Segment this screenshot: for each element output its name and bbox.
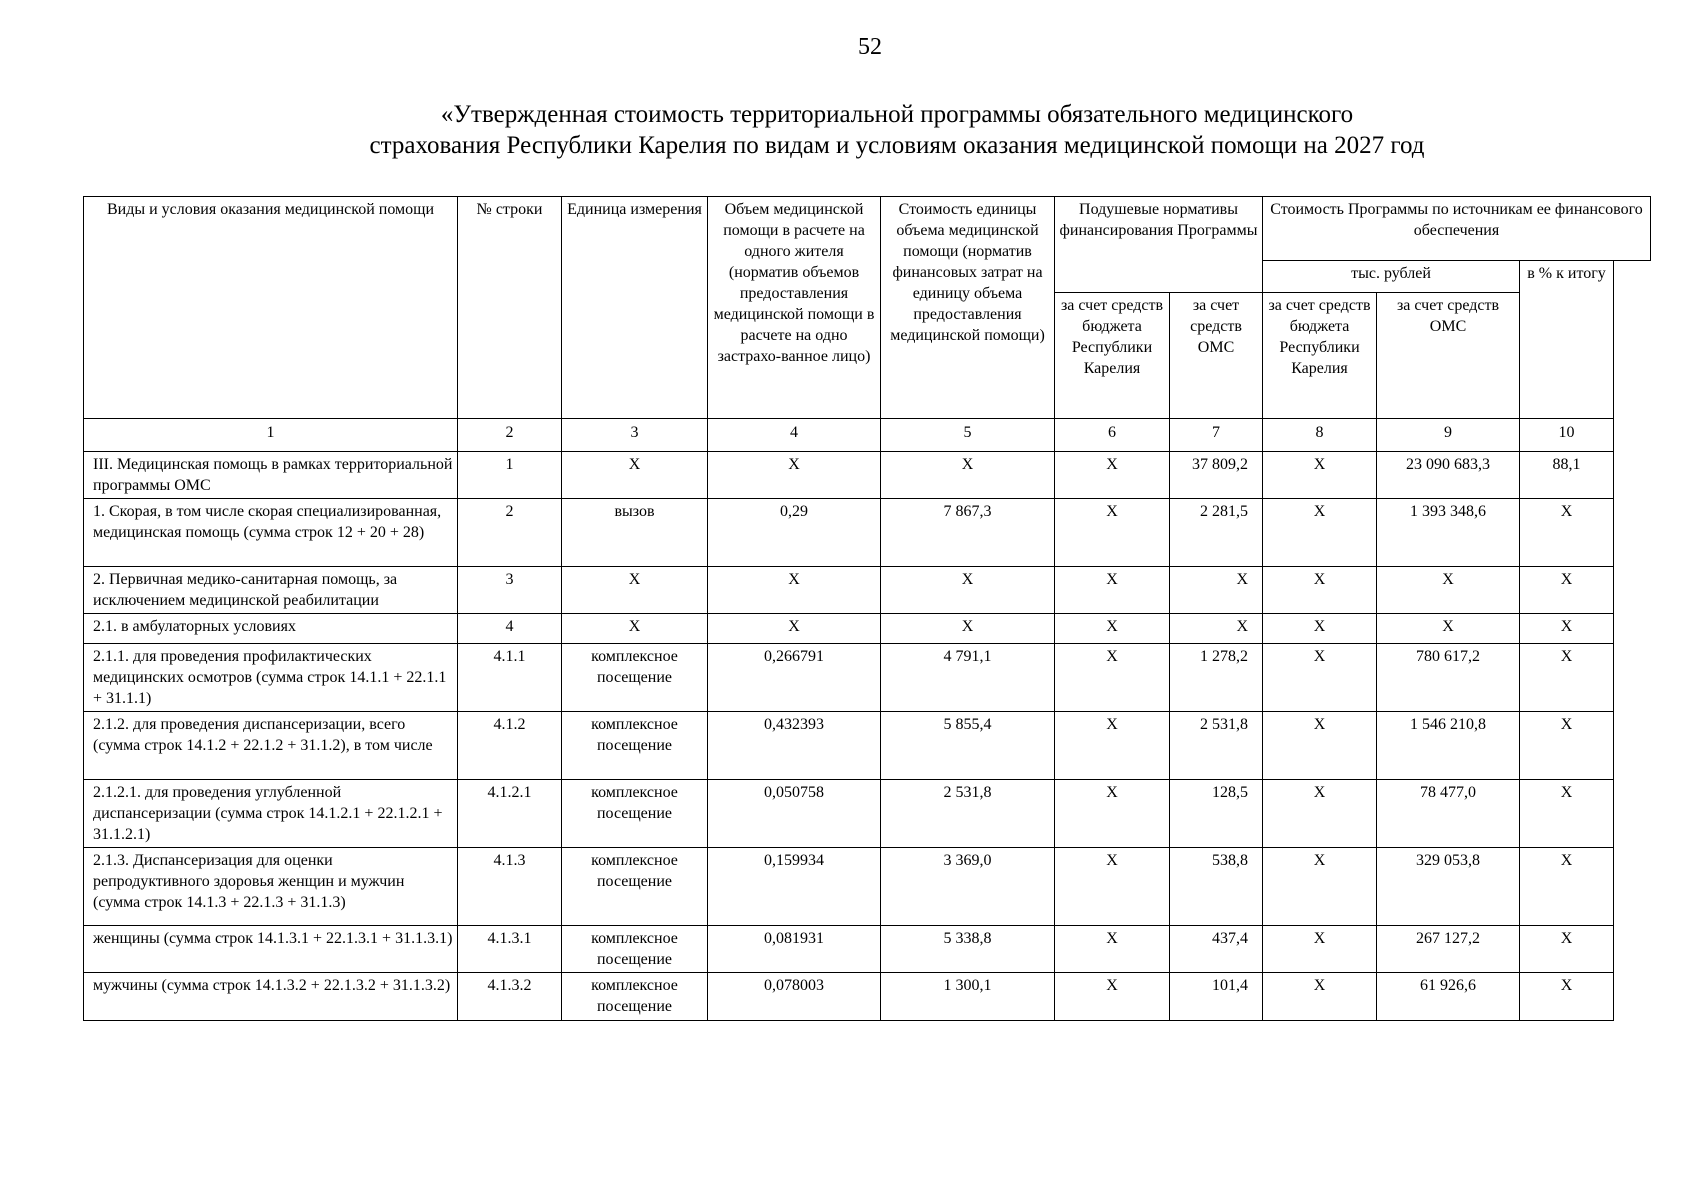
row-unit: комплексное посещение	[562, 780, 708, 848]
row-volume: Х	[708, 452, 881, 499]
row-budget-norm: Х	[1055, 780, 1170, 848]
cost-table	[83, 196, 1651, 1021]
column-numbers-row	[84, 419, 1651, 452]
row-volume: 0,266791	[708, 644, 881, 712]
column-number: 7	[1170, 419, 1263, 452]
header-unit-cost: Стоимость единицы объема медицинской помощи (норматив финансовых затрат на единицу объема предоставления медицинской помощи)	[881, 197, 1055, 419]
row-oms-cost: 329 053,8	[1377, 848, 1520, 926]
header-budget-cost: за счет средств бюджета Республики Карелия	[1263, 293, 1377, 419]
row-unit-cost: 5 855,4	[881, 712, 1055, 780]
header-oms-norm: за счет средств ОМС	[1170, 293, 1263, 419]
column-number: 3	[562, 419, 708, 452]
table-row	[84, 973, 1651, 1021]
row-line-no: 3	[458, 567, 562, 614]
row-oms-norm: 37 809,2	[1170, 452, 1263, 499]
row-unit: Х	[562, 452, 708, 499]
column-number: 5	[881, 419, 1055, 452]
row-budget-norm: Х	[1055, 499, 1170, 567]
row-unit-cost: Х	[881, 452, 1055, 499]
row-percent: Х	[1520, 848, 1614, 926]
row-line-no: 4.1.2	[458, 712, 562, 780]
header-program-cost-group: Стоимость Программы по источникам ее финансового обеспечения	[1263, 197, 1651, 261]
document-title	[0, 99, 1697, 161]
title-line-2: страхования Республики Карелия по видам и условиям оказания медицинской помощи на 2027 год	[369, 132, 1425, 159]
row-line-no: 4.1.3.2	[458, 973, 562, 1021]
table-row	[84, 452, 1651, 499]
row-line-no: 2	[458, 499, 562, 567]
row-oms-norm: 437,4	[1170, 926, 1263, 973]
header-thousand-rub: тыс. рублей	[1263, 261, 1520, 293]
row-budget-norm: Х	[1055, 614, 1170, 644]
row-budget-norm: Х	[1055, 567, 1170, 614]
row-name: 2.1.3. Диспансеризация для оценки репродуктивного здоровья женщин и мужчин (сумма строк 14.1.3 + 22.1.3 + 31.1.3)	[84, 848, 458, 926]
header-oms-cost: за счет средств ОМС	[1377, 293, 1520, 419]
row-budget-cost: Х	[1263, 644, 1377, 712]
row-line-no: 4.1.3.1	[458, 926, 562, 973]
row-oms-cost: 780 617,2	[1377, 644, 1520, 712]
row-unit: комплексное посещение	[562, 644, 708, 712]
row-budget-cost: Х	[1263, 499, 1377, 567]
column-number: 2	[458, 419, 562, 452]
table-row	[84, 614, 1651, 644]
row-oms-norm: 2 531,8	[1170, 712, 1263, 780]
row-name: 1. Скорая, в том числе скорая специализированная, медицинская помощь (сумма строк 12 + 20 + 28)	[84, 499, 458, 567]
row-volume: 0,432393	[708, 712, 881, 780]
row-oms-cost: Х	[1377, 567, 1520, 614]
column-number: 6	[1055, 419, 1170, 452]
row-unit-cost: 1 300,1	[881, 973, 1055, 1021]
row-name: мужчины (сумма строк 14.1.3.2 + 22.1.3.2 + 31.1.3.2)	[84, 973, 458, 1021]
row-volume: 0,050758	[708, 780, 881, 848]
row-unit-cost: 7 867,3	[881, 499, 1055, 567]
row-oms-norm: Х	[1170, 567, 1263, 614]
row-unit: Х	[562, 567, 708, 614]
row-budget-norm: Х	[1055, 452, 1170, 499]
column-number: 1	[84, 419, 458, 452]
row-unit: Х	[562, 614, 708, 644]
row-oms-cost: 23 090 683,3	[1377, 452, 1520, 499]
row-budget-cost: Х	[1263, 926, 1377, 973]
row-oms-norm: 2 281,5	[1170, 499, 1263, 567]
row-budget-norm: Х	[1055, 644, 1170, 712]
row-unit: комплексное посещение	[562, 712, 708, 780]
row-oms-norm: 1 278,2	[1170, 644, 1263, 712]
row-budget-norm: Х	[1055, 926, 1170, 973]
row-name: 2. Первичная медико-санитарная помощь, за исключением медицинской реабилитации	[84, 567, 458, 614]
row-name: 2.1.1. для проведения профилактических медицинских осмотров (сумма строк 14.1.1 + 22.1.1 + 31.1.1)	[84, 644, 458, 712]
row-budget-norm: Х	[1055, 973, 1170, 1021]
row-line-no: 4	[458, 614, 562, 644]
header-percent-total: в % к итогу	[1520, 261, 1614, 419]
table-row	[84, 567, 1651, 614]
header-per-capita-group: Подушевые нормативы финансирования Программы	[1055, 197, 1263, 293]
row-oms-cost: 267 127,2	[1377, 926, 1520, 973]
row-percent: Х	[1520, 644, 1614, 712]
row-line-no: 4.1.3	[458, 848, 562, 926]
row-unit-cost: 5 338,8	[881, 926, 1055, 973]
row-volume: 0,081931	[708, 926, 881, 973]
header-line-no: № строки	[458, 197, 562, 419]
row-oms-cost: 1 393 348,6	[1377, 499, 1520, 567]
row-name: 2.1.2.1. для проведения углубленной диспансеризации (сумма строк 14.1.2.1 + 22.1.2.1 + 31.1.2.1)	[84, 780, 458, 848]
row-percent: Х	[1520, 973, 1614, 1021]
row-name: женщины (сумма строк 14.1.3.1 + 22.1.3.1 + 31.1.3.1)	[84, 926, 458, 973]
row-percent: Х	[1520, 712, 1614, 780]
title-line-1: «Утвержденная стоимость территориальной программы обязательного медицинского	[440, 101, 1354, 128]
table-row	[84, 848, 1651, 926]
row-oms-norm: Х	[1170, 614, 1263, 644]
row-percent: 88,1	[1520, 452, 1614, 499]
row-budget-cost: Х	[1263, 780, 1377, 848]
table-row	[84, 644, 1651, 712]
row-name: III. Медицинская помощь в рамках территориальной программы ОМС	[84, 452, 458, 499]
row-budget-cost: Х	[1263, 712, 1377, 780]
row-volume: 0,29	[708, 499, 881, 567]
row-unit: комплексное посещение	[562, 973, 708, 1021]
table-body	[84, 419, 1651, 1021]
row-oms-cost: 61 926,6	[1377, 973, 1520, 1021]
row-percent: Х	[1520, 499, 1614, 567]
column-number: 10	[1520, 419, 1614, 452]
row-budget-norm: Х	[1055, 848, 1170, 926]
table-row	[84, 499, 1651, 567]
row-unit-cost: Х	[881, 567, 1055, 614]
row-unit: вызов	[562, 499, 708, 567]
row-oms-norm: 101,4	[1170, 973, 1263, 1021]
row-percent: Х	[1520, 614, 1614, 644]
row-oms-cost: 1 546 210,8	[1377, 712, 1520, 780]
row-unit-cost: 2 531,8	[881, 780, 1055, 848]
row-budget-cost: Х	[1263, 614, 1377, 644]
row-line-no: 1	[458, 452, 562, 499]
row-line-no: 4.1.1	[458, 644, 562, 712]
row-oms-norm: 128,5	[1170, 780, 1263, 848]
row-oms-cost: Х	[1377, 614, 1520, 644]
row-volume: 0,159934	[708, 848, 881, 926]
page-number: 52	[858, 34, 882, 60]
row-budget-cost: Х	[1263, 848, 1377, 926]
row-budget-cost: Х	[1263, 567, 1377, 614]
header-budget-norm: за счет средств бюджета Республики Карелия	[1055, 293, 1170, 419]
row-line-no: 4.1.2.1	[458, 780, 562, 848]
row-name: 2.1.2. для проведения диспансеризации, всего (сумма строк 14.1.2 + 22.1.2 + 31.1.2), в том числе	[84, 712, 458, 780]
table-row	[84, 926, 1651, 973]
table-row	[84, 780, 1651, 848]
row-volume: 0,078003	[708, 973, 881, 1021]
header-volume: Объем медицинской помощи в расчете на одного жителя (норматив объемов предоставления медицинской помощи в расчете на одно застрахо-ванное лицо)	[708, 197, 881, 419]
row-percent: Х	[1520, 567, 1614, 614]
row-oms-norm: 538,8	[1170, 848, 1263, 926]
row-unit: комплексное посещение	[562, 926, 708, 973]
row-unit-cost: 3 369,0	[881, 848, 1055, 926]
row-name: 2.1. в амбулаторных условиях	[84, 614, 458, 644]
row-volume: Х	[708, 614, 881, 644]
row-percent: Х	[1520, 926, 1614, 973]
column-number: 9	[1377, 419, 1520, 452]
header-type: Виды и условия оказания медицинской помощи	[84, 197, 458, 419]
row-volume: Х	[708, 567, 881, 614]
row-unit-cost: 4 791,1	[881, 644, 1055, 712]
header-unit: Единица измерения	[562, 197, 708, 419]
row-percent: Х	[1520, 780, 1614, 848]
row-unit-cost: Х	[881, 614, 1055, 644]
row-unit: комплексное посещение	[562, 848, 708, 926]
row-budget-norm: Х	[1055, 712, 1170, 780]
row-oms-cost: 78 477,0	[1377, 780, 1520, 848]
table-row	[84, 712, 1651, 780]
row-budget-cost: Х	[1263, 973, 1377, 1021]
column-number: 8	[1263, 419, 1377, 452]
column-number: 4	[708, 419, 881, 452]
row-budget-cost: Х	[1263, 452, 1377, 499]
